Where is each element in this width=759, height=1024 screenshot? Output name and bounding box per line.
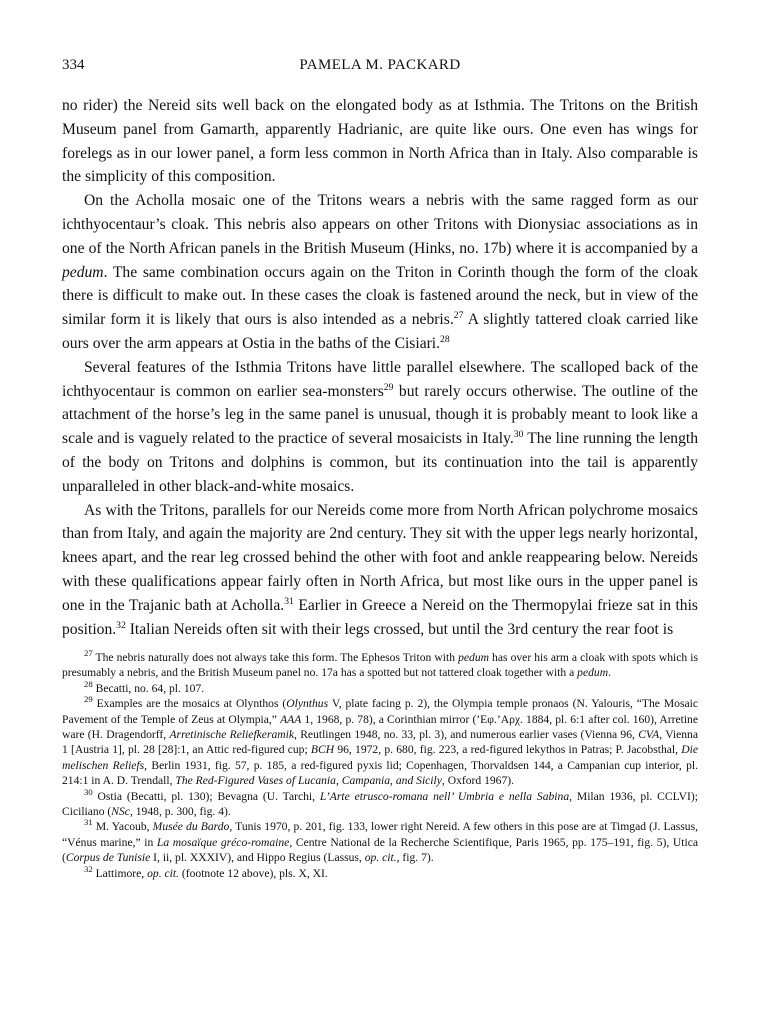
paragraph-3: Several features of the Isthmia Tritons have little parallel elsewhere. The scalloped back of the ichthyocentaur is common on earlier sea-monsters$^{29}$ but rarely occurs otherwise. The outline of the attachment of the horse’s leg in the same panel is unusual, though it is probably meant to look like a scale and is vaguely related to the practice of several mosaicists in Italy.$^{30}$ The line running the length of the body on Tritons and dolphins is common, but its continuation into the tail is apparently unparalleled in other black-and-white mosaics. [62, 358, 698, 495]
footnote-ref-31[interactable]: 31 [284, 595, 294, 607]
paragraph-2: On the Acholla mosaic one of the Tritons wears a nebris with the same ragged form as our ichthyocentaur’s cloak. This nebris also appears on other Tritons with Dionysiac associations as in one of the North African panels in the British Museum (Hinks, no. 17b) where it is accompanied by a pedum. The same combination occurs again on the Triton in Corinth though the form of the cloak there is difficult to make out. In these cases the cloak is fastened around the neck, but in view of the similar form it is likely that ours is also intended as a nebris.$^{27}$ A slightly tattered cloak carried like ours over the arm appears at Ostia in the baths of the Cisiari.$^{28}$ [62, 192, 698, 352]
main-text [62, 94, 698, 641]
footnote-ref-27[interactable]: 27 [453, 309, 464, 321]
running-head-author: PAMELA M. PACKARD [299, 57, 461, 73]
footnote-29: $^{29}$ Examples are the mosaics at Olynthos (Olynthus V, plate facing p. 2), the Olympia temple pronaos (N. Yalouris, “The Mosaic Pavement of the Temple of Zeus at Olympia,” AAA 1, 1968, p. 78), a Corinthian mirror (’Εφ.’Αρχ. 1884, pl. 6:1 after col. 160), Arretine ware (H. Dragendorff, Arretinische Reliefkeramik, Reutlingen 1948, no. 33, pl. 3), and numerous earlier vases (Vienna 96, CVA, Vienna 1 [Austria 1], pl. 28 [28]:1, an Attic red-figured cup; BCH 96, 1972, p. 680, fig. 223, a red-figured lekythos in Patras; P. Jacobsthal, Die melischen Reliefs, Berlin 1931, fig. 57, p. 185, a red-figured pyxis lid; Copenhagen, Thorvaldsen 144, a Campanian cup interior, pl. 214:1 in A. D. Trendall, The Red-Figured Vases of Lucania, Campania, and Sicily, Oxford 1967). [62, 694, 698, 788]
page-header [62, 57, 698, 77]
footnote-ref-30[interactable]: 30 [513, 428, 524, 440]
footnote-28: $^{28}$ Becatti, no. 64, pl. 107. [84, 678, 205, 695]
paragraph-4: As with the Tritons, parallels for our Nereids come more from North African polychrome mosaics than from Italy, and again the majority are 2nd century. They sit with the upper legs nearly horizontal, knees apart, and the rear leg crossed behind the other with foot and ankle reappearing below. Nereids with these qualifications appear fairly often in North Africa, but most like ours in the upper panel is one in the Trajanic bath at Acholla.$^{31}$ Earlier in Greece a Nereid on the Thermopylai frieze sat in this position.$^{32}$ Italian Nereids often sit with their legs crossed, but until the 3rd century the rear foot is [62, 501, 698, 638]
footnote-ref-32[interactable]: 32 [116, 619, 126, 631]
page-number: 334 [62, 57, 85, 73]
paragraph-1: no rider) the Nereid sits well back on the elongated body as at Isthmia. The Tritons on the British Museum panel from Gamarth, apparently Hadrianic, are quite like ours. One even has wings for forelegs as in our lower panel, a form less common in North Africa than in Italy. Also comparable is the simplicity of this composition. [62, 97, 698, 186]
footnote-32: $^{32}$ Lattimore, op. cit. (footnote 12 above), pls. X, XI. [84, 863, 328, 880]
footnote-ref-28[interactable]: 28 [440, 333, 450, 345]
footnotes [62, 650, 698, 881]
footnote-31: $^{31}$ M. Yacoub, Musée du Bardo, Tunis 1970, p. 201, fig. 133, lower right Nereid. A few others in this pose are at Timgad (J. Lassus, “Vénus marine,” in La mosaïque gréco-romaine, Centre National de la Recherche Scientifique, Paris 1965, pp. 175–191, fig. 5), Utica (Corpus de Tunisie I, ii, pl. XXXIV), and Hippo Regius (Lassus, op. cit., fig. 7). [62, 817, 699, 865]
footnote-30: $^{30}$ Ostia (Becatti, pl. 130); Bevagna (U. Tarchi, L’Arte etrusco-romana nell’ Umbria e nella Sabina, Milan 1936, pl. CCLVI); Ciciliano (NSc, 1948, p. 300, fig. 4). [62, 786, 698, 819]
footnote-ref-29[interactable]: 29 [383, 381, 394, 393]
footnote-27: $^{27}$ The nebris naturally does not always take this form. The Ephesos Triton with pedum has over his arm a cloak with spots which is presumably a nebris, and the British Museum panel no. 17a has a spotted but not tattered cloak together with a pedum. [62, 648, 698, 680]
